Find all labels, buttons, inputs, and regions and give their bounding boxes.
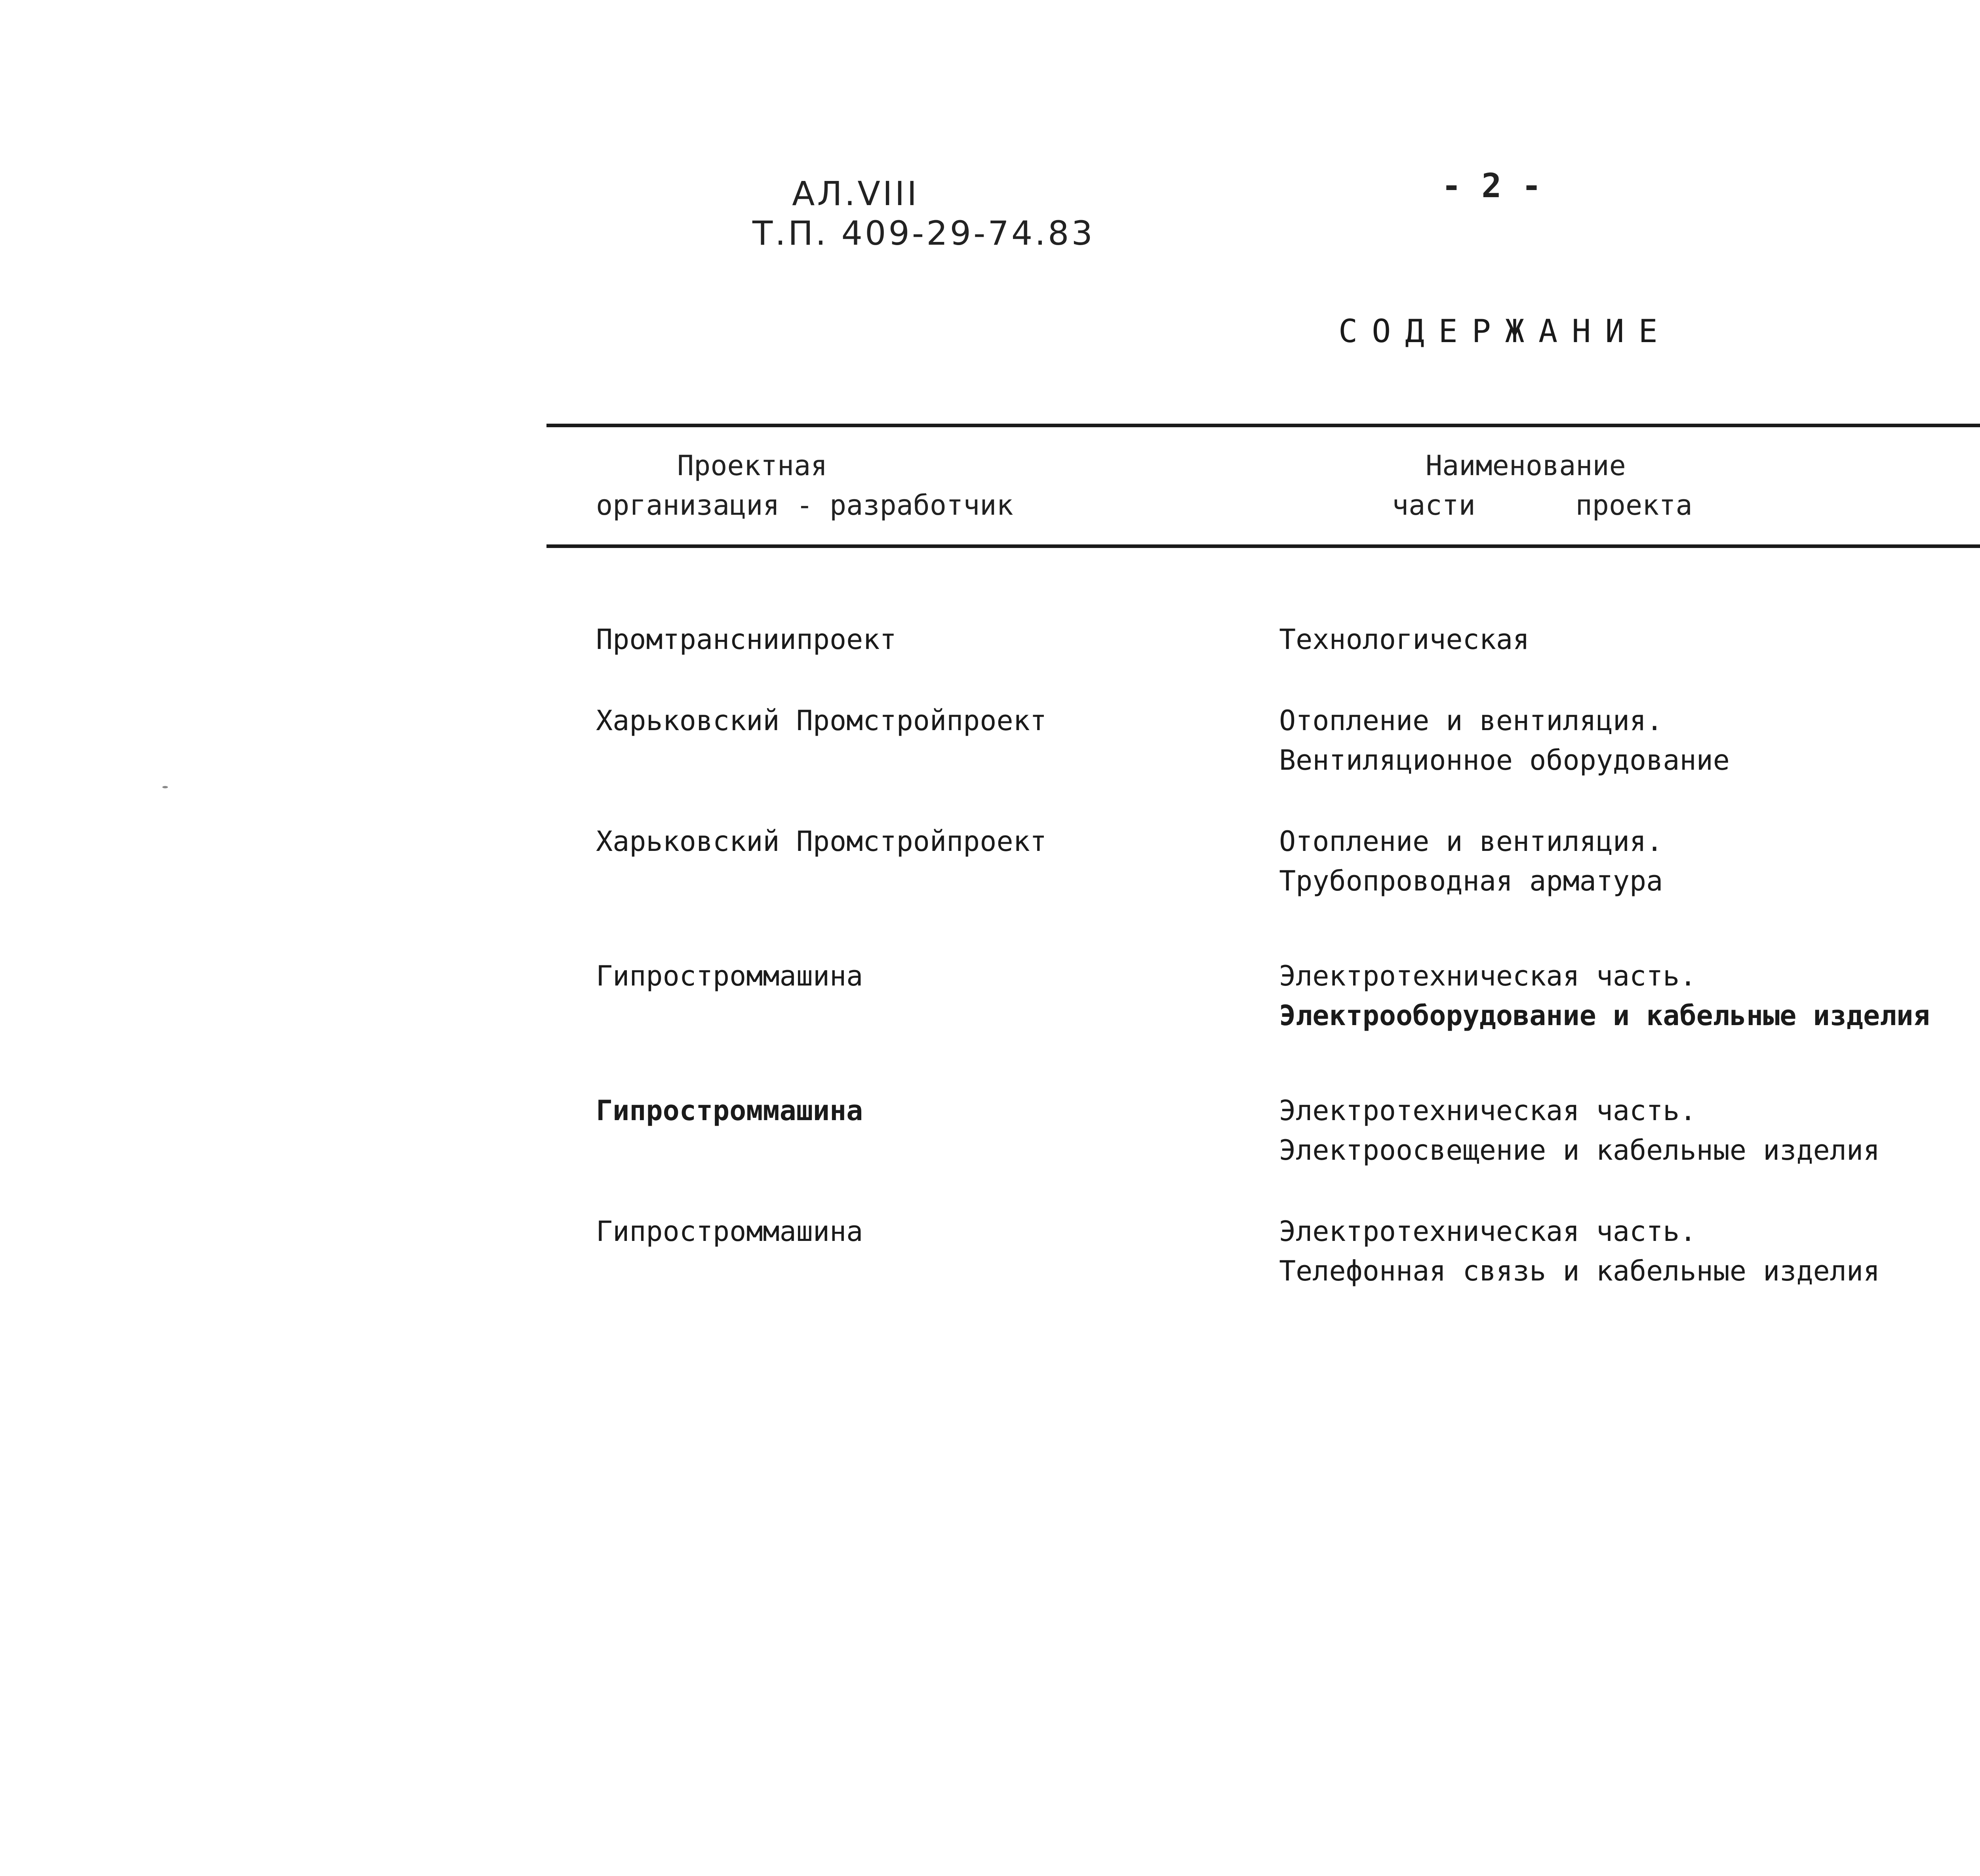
row-5-part-line1: Электротехническая часть. bbox=[1279, 1094, 1696, 1127]
row-6-org: Гипростроммашина bbox=[596, 1215, 863, 1248]
row-4-part-line2: Электрооборудование и кабельные изделия bbox=[1279, 999, 1930, 1032]
column-header-part-line1: Наименование bbox=[1426, 449, 1626, 482]
column-header-org-line2: организация - разработчик bbox=[596, 489, 1013, 521]
row-3-org: Харьковский Промстройпроект bbox=[596, 825, 1047, 858]
page-number: - 2 - bbox=[1441, 166, 1542, 205]
project-number: Т.П. 409-29-74.83 bbox=[752, 214, 1095, 253]
row-4-org: Гипростроммашина bbox=[596, 960, 863, 992]
row-6-part-line1: Электротехническая часть. bbox=[1279, 1215, 1696, 1248]
row-2-part-line1: Отопление и вентиляция. bbox=[1279, 704, 1663, 737]
row-5-part-line2: Электроосвещение и кабельные изделия bbox=[1279, 1134, 1880, 1166]
row-3-part-line2: Трубопроводная арматура bbox=[1279, 865, 1663, 897]
row-1-org: Промтрансниипроект bbox=[596, 623, 897, 656]
row-5-org: Гипростроммашина bbox=[596, 1094, 863, 1127]
row-1-part-line1: Технологическая bbox=[1279, 623, 1530, 656]
row-4-part-line1: Электротехническая часть. bbox=[1279, 960, 1696, 992]
column-header-part-line2: части проекта bbox=[1392, 489, 1693, 521]
table-header-rule bbox=[546, 544, 1980, 548]
row-2-org: Харьковский Промстройпроект bbox=[596, 704, 1047, 737]
series-code: АЛ.VIII bbox=[792, 174, 920, 213]
column-header-org-line1: Проектная bbox=[677, 449, 828, 482]
scan-speck bbox=[162, 786, 168, 788]
document-title: СОДЕРЖАНИЕ bbox=[1338, 313, 1672, 350]
table-top-rule bbox=[546, 424, 1980, 427]
row-6-part-line2: Телефонная связь и кабельные изделия bbox=[1279, 1255, 1880, 1287]
row-3-part-line1: Отопление и вентиляция. bbox=[1279, 825, 1663, 858]
row-2-part-line2: Вентиляционное оборудование bbox=[1279, 744, 1730, 776]
